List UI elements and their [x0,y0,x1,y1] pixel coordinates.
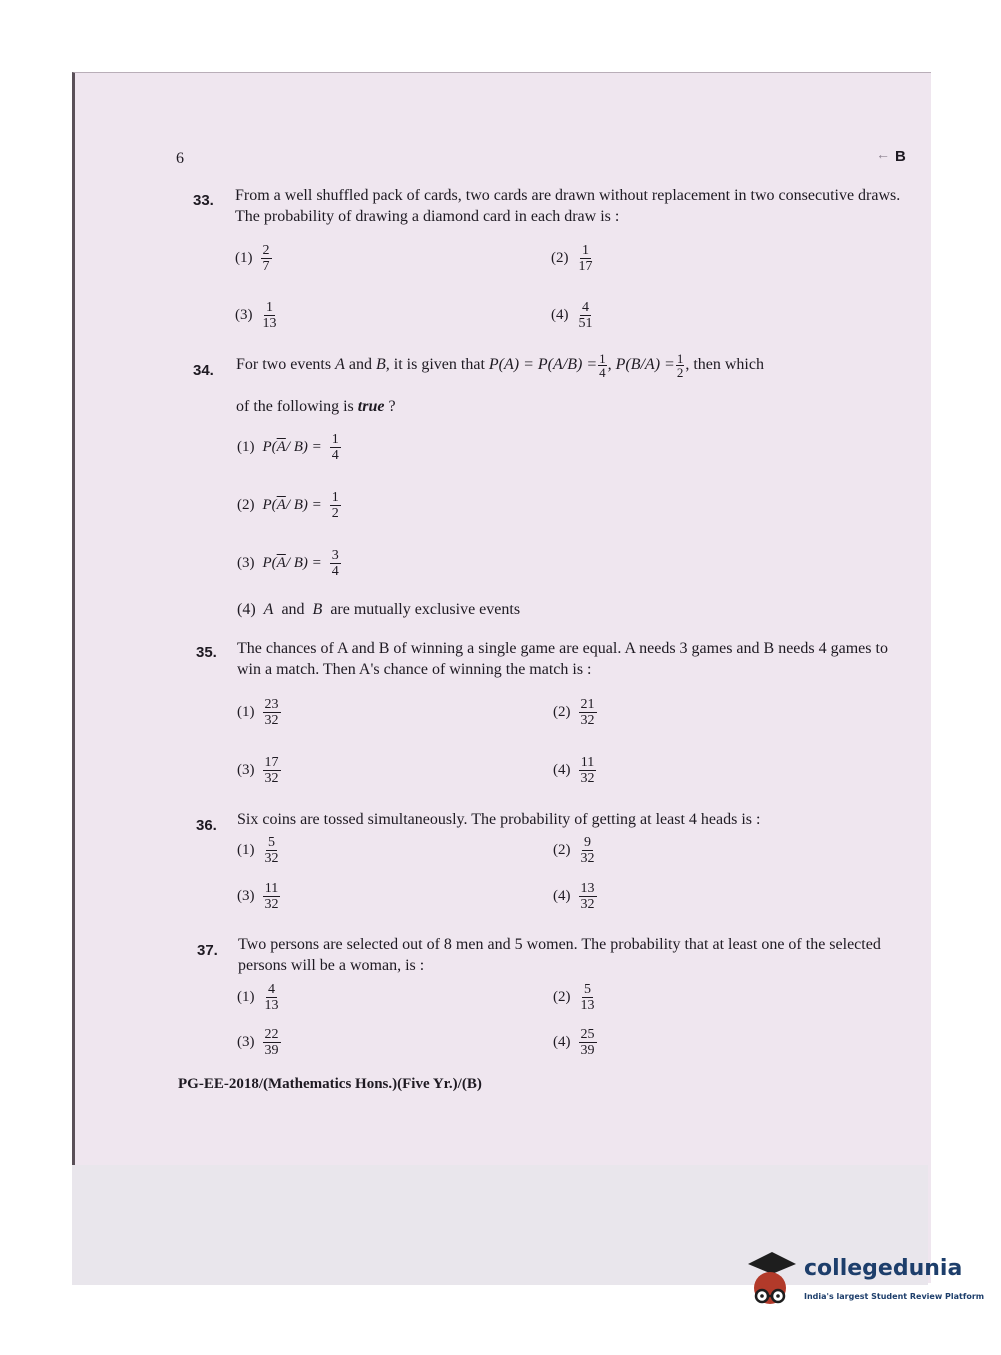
option-1 [235,243,272,274]
question-number: 36. [196,817,217,834]
option-4: (4) $\frac{13}{32}$ [553,881,595,912]
fraction: $\frac{22}{39}$ [264,1027,279,1058]
option-3: (3) $\frac{17}{32}$ [237,755,279,786]
fraction: $\frac{9}{32}$ [580,835,595,866]
fraction: $\frac{1}{17}$ [578,243,593,274]
option-1: (1) $\frac{23}{32}$ [237,697,279,728]
fraction: $\frac{5}{13}$ [580,982,595,1013]
question-text-line-1: For two events A and B, it is given that P(A) = P(A/B) = $\frac{1}{4}$ , P(B/A) = $\frac{1}{2}$ , then which [236,351,764,380]
fraction: $\frac{23}{32}$ [264,697,279,728]
page-number: 6 [176,150,184,167]
option-3: (3) $\frac{11}{32}$ [237,881,279,912]
fraction: $\frac{21}{32}$ [580,697,595,728]
fraction: $\frac{11}{32}$ [264,881,279,912]
brand-tagline: India's largest Student Review Platform [804,1292,985,1301]
fraction: $\frac{3}{4}$ [331,548,339,579]
fraction: $\frac{13}{32}$ [580,881,595,912]
option-1: (1) $\frac{4}{13}$ [237,982,279,1013]
fraction: $\frac{4}{51}$ [578,300,593,331]
option-4: (4) A and B are mutually exclusive events [237,601,521,618]
question-text: The chances of A and B of winning a single game are equal. A needs 3 games and B needs 4 games to win a match. Then A's chance of winning the match is : [237,640,888,678]
question-number: 34. [193,362,214,379]
question-number: 35. [196,644,217,661]
question-text: Six coins are tossed simultaneously. The probability of getting at least 4 heads is : [237,811,761,828]
collegedunia-watermark [742,1250,985,1320]
option-4 [551,300,595,331]
fraction: $\frac{2}{7}$ [262,243,270,274]
fraction: $\frac{4}{13}$ [264,982,279,1013]
question-number: 33. [193,192,214,209]
option-label: (4) [551,307,569,323]
option-2: (2) $\frac{21}{32}$ [553,697,595,728]
fraction: $\frac{1}{2}$ [331,490,339,521]
option-4: (4) $\frac{25}{39}$ [553,1027,595,1058]
option-3 [235,300,279,331]
fraction: $\frac{11}{32}$ [580,755,595,786]
option-label: (1) [235,250,253,266]
option-3: (3) $P(\overline{A}/$ B) = $\frac{3}{4}$ [237,548,339,579]
option-2: (2) $\frac{9}{32}$ [553,835,595,866]
fraction: $\frac{17}{32}$ [264,755,279,786]
option-1: (1) $P(\overline{A}/$ B) = $\frac{1}{4}$ [237,432,339,463]
fraction: $\frac{5}{32}$ [264,835,279,866]
question-text-line-2: of the following is true ? [236,398,396,415]
mascot-icon [742,1250,798,1316]
question-text: Two persons are selected out of 8 men and 5 women. The probability that at least one of the selected persons will be a woman, is : [238,936,881,974]
question-number: 37. [197,942,218,959]
option-2: (2) $\frac{5}{13}$ [553,982,595,1013]
question-text: From a well shuffled pack of cards, two cards are drawn without replacement in two consecutive draws. The probability of drawing a diamond card in each draw is : [235,187,901,225]
set-arrow-icon: ← [876,148,890,163]
paper-code-footer: PG-EE-2018/(Mathematics Hons.)(Five Yr.)/(B) [178,1076,482,1092]
fraction: $\frac{1}{4}$ [331,432,339,463]
brand-name: collegedunia [804,1256,963,1281]
option-2: (2) $P(\overline{A}/$ B) = $\frac{1}{2}$ [237,490,339,521]
option-4: (4) $\frac{11}{32}$ [553,755,595,786]
option-2 [551,243,595,274]
option-label: (2) [551,250,569,266]
fraction: $\frac{25}{39}$ [580,1027,595,1058]
option-3: (3) $\frac{22}{39}$ [237,1027,279,1058]
set-code: B [895,148,906,165]
fraction: $\frac{1}{13}$ [262,300,277,331]
option-1: (1) $\frac{5}{32}$ [237,835,279,866]
option-label: (3) [235,307,253,323]
